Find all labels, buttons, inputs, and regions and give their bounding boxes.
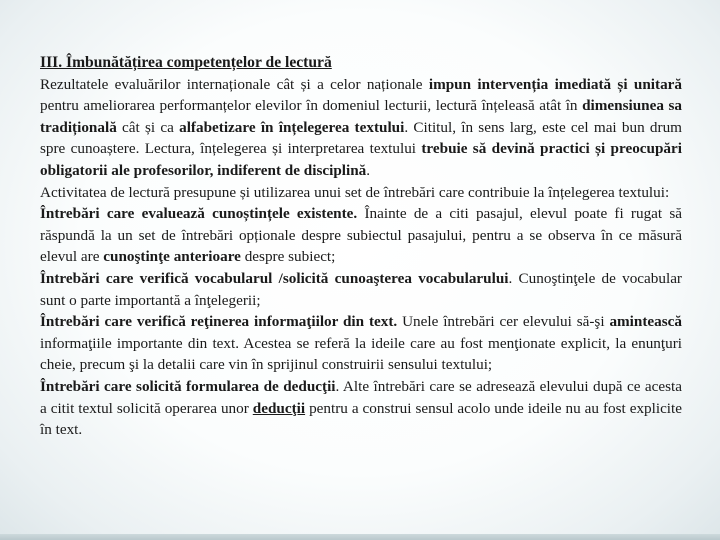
text-span: Unele întrebări cer elevului să-şi xyxy=(397,313,610,331)
text-span: cât și ca xyxy=(116,118,180,136)
bold-span: cunoştinţe anterioare xyxy=(103,248,241,266)
text-span: Înainte de a citi pasajul, elevul poate fi rugat să răspundă la un set de întrebări opționale despre subiectul pasajului, pentru a se observa în ce măsură elevul are xyxy=(40,205,682,266)
text-body xyxy=(40,52,682,441)
bold-span: amintească xyxy=(609,313,682,331)
text-span: informaţiile importante din text. Acestea se referă la ideile care au fost menţionate explicit, la enunţuri cheie, precum şi la detalii care vin în sprijinul construirii sensului textului; xyxy=(40,334,682,374)
text-span: pentru a construi sensul acolo unde ideile nu au fost explicite în text. xyxy=(40,399,682,439)
bold-span: dimensiunea sa tradițională xyxy=(40,97,682,136)
bold-span: Întrebări care evaluează cunoștințele existente. xyxy=(40,205,358,223)
paragraph-retention xyxy=(40,311,682,376)
text-span: . Cititul, în sens larg, este cel mai bun drum spre cunoaștere. Lectura, înțelegerea și interpretarea textului xyxy=(40,118,682,158)
paragraph-intro xyxy=(40,74,682,182)
bold-span: Întrebări care solicită formularea de deducţii xyxy=(40,377,336,395)
slide-bottom-border xyxy=(0,534,720,540)
paragraph-deductions xyxy=(40,376,682,441)
bold-span: trebuie să devină practici și preocupări obligatorii ale profesorilor, indiferent de disciplină xyxy=(40,140,682,179)
text-span: despre subiect; xyxy=(240,248,336,266)
section-heading: III. Îmbunătățirea competențelor de lectură xyxy=(40,54,332,71)
text-span: pentru ameliorarea performanțelor elevilor în domeniul lecturii, lectură înțeleasă atât în xyxy=(40,97,583,115)
text-span: . Alte întrebări care se adresează elevului după ce acesta a citit textul solicită operarea unor xyxy=(40,377,682,417)
text-span: Rezultatele evaluărilor internaționale cât și a celor naționale xyxy=(40,75,429,93)
bold-span: Întrebări care verifică vocabularul /solicită cunoaşterea vocabularului xyxy=(40,269,509,287)
paragraph-activity: Activitatea de lectură presupune și utilizarea unui set de întrebări care contribuie la înțelegerea textului: xyxy=(40,183,670,201)
bold-span: deducţii xyxy=(252,399,306,417)
paragraph-vocabulary xyxy=(40,268,682,311)
text-span: . xyxy=(366,161,371,179)
text-span: . Cunoştinţele de vocabular sunt o parte importantă a înţelegerii; xyxy=(40,269,682,309)
bold-span: Întrebări care verifică reţinerea informaţiilor din text. xyxy=(40,313,398,331)
bold-span: impun intervenția imediată și unitară xyxy=(428,75,682,93)
paragraph-existing-knowledge xyxy=(40,203,682,268)
bold-span: alfabetizare în înțelegerea textului xyxy=(179,118,405,136)
